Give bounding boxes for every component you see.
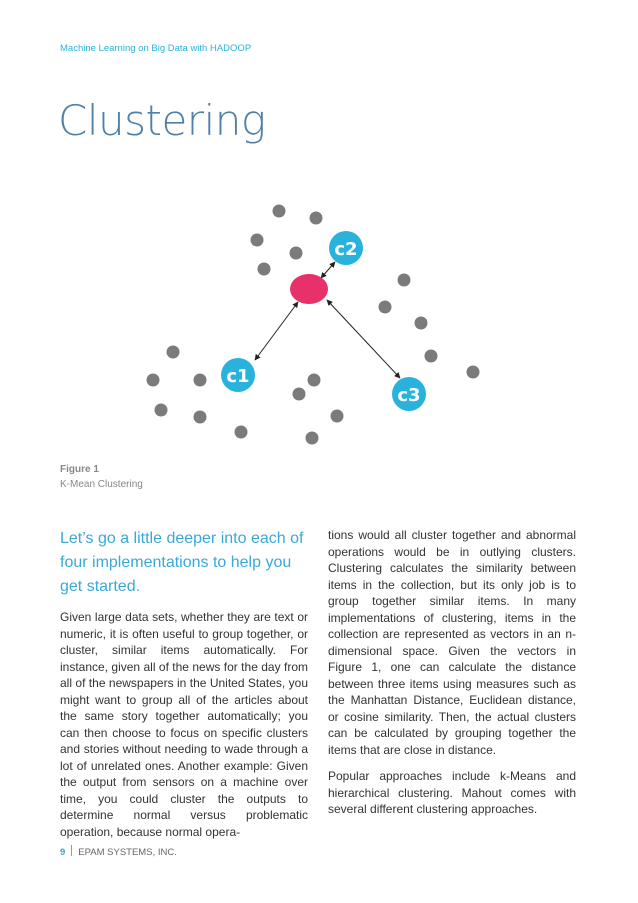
centroid-point [290, 274, 328, 304]
data-point [194, 411, 207, 424]
arrow-to-c2 [321, 262, 335, 278]
data-point [310, 212, 323, 225]
footer-divider [71, 845, 72, 856]
cluster-label-c1-text: c1 [226, 366, 250, 387]
arrow-to-c1 [255, 302, 298, 360]
data-points [147, 205, 480, 445]
data-point [273, 205, 286, 218]
data-point [306, 432, 319, 445]
body-paragraph: Popular approaches include k-Means and hierarchical clustering. Mahout comes with several different clustering approaches. [328, 769, 576, 816]
company-name: EPAM SYSTEMS, INC. [78, 847, 177, 858]
data-point [308, 374, 321, 387]
page-footer [60, 845, 177, 858]
cluster-label-c3-text: c3 [397, 385, 421, 406]
cluster-label-c2 [329, 231, 363, 265]
data-point [235, 426, 248, 439]
data-point [293, 388, 306, 401]
cluster-label-c3 [392, 377, 426, 411]
data-point [251, 234, 264, 247]
data-point [467, 366, 480, 379]
cluster-label-c1 [221, 358, 255, 392]
data-point [155, 404, 168, 417]
cluster-label-c2-text: c2 [334, 239, 358, 260]
data-point [290, 247, 303, 260]
body-paragraph: tions would all cluster together and abnormal operations would be in outlying clusters. Clustering calculates the similarity between items in the collection, but its only job is to group together similar items. In many implementations of clustering, items in the collection are represented as vectors in an n-dimensional space. Given the vectors in Figure 1, one can calculate the distance between three items using measures such as the Manhattan Distance, Euclidean distance, or cosine similarity. Then, the actual clusters can be calculated by grouping together the items that are close in distance. [328, 528, 576, 757]
page-title: Clustering [58, 96, 266, 145]
figure-caption [60, 462, 143, 492]
running-head: Machine Learning on Big Data with HADOOP [60, 43, 252, 54]
page-number: 9 [60, 847, 66, 858]
data-point [194, 374, 207, 387]
data-point [379, 301, 392, 314]
data-point [331, 410, 344, 423]
data-point [147, 374, 160, 387]
data-point [398, 274, 411, 287]
lead-paragraph: Let’s go a little deeper into each of four implementations to help you get started. [60, 530, 304, 595]
data-point [258, 263, 271, 276]
body-paragraph: Given large data sets, whether they are text or numeric, it is often useful to group together, or cluster, similar items automatically. For instance, given all of the news for the day from all of the newspapers in the United States, you might want to group all of the articles about the same story together automatically; you can then choose to focus on specific clusters and stories without needing to wade through a lot of unrelated ones. Another example: Given the output from sensors on a machine over time, you could cluster the outputs to determine normal versus problematic operation, because normal opera- [60, 610, 308, 839]
right-column [328, 527, 576, 828]
figure-number: Figure 1 [60, 464, 99, 475]
data-point [425, 350, 438, 363]
data-point [415, 317, 428, 330]
data-point [167, 346, 180, 359]
left-column [60, 527, 308, 850]
figure-title: K-Mean Clustering [60, 479, 143, 490]
